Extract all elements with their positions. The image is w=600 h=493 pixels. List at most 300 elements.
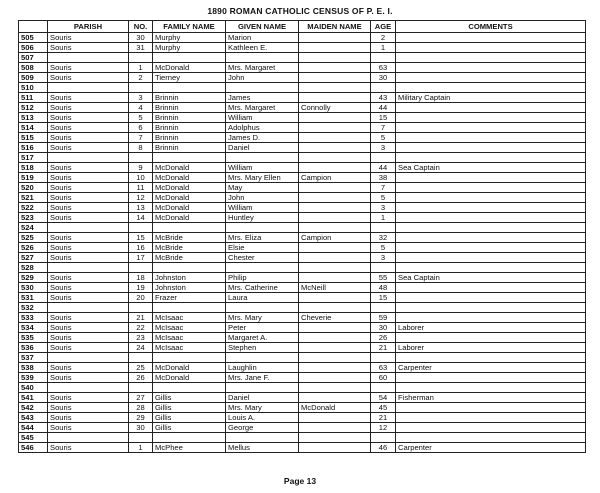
cell-parish: Souris xyxy=(48,443,129,453)
cell-maiden-name xyxy=(299,43,371,53)
cell-family-name: Gillis xyxy=(153,403,226,413)
cell-row-number: 518 xyxy=(19,163,48,173)
cell-comments xyxy=(396,313,586,323)
cell-family-name: Brinnin xyxy=(153,123,226,133)
cell-comments xyxy=(396,123,586,133)
cell-given-name: Marion xyxy=(226,33,299,43)
cell-family-name: Brinnin xyxy=(153,113,226,123)
cell-row-number: 539 xyxy=(19,373,48,383)
cell-age: 2 xyxy=(371,33,396,43)
cell-maiden-name xyxy=(299,293,371,303)
cell-row-number: 528 xyxy=(19,263,48,273)
cell-comments xyxy=(396,63,586,73)
cell-family-name: Brinnin xyxy=(153,93,226,103)
cell-comments xyxy=(396,143,586,153)
cell-maiden-name: Campion xyxy=(299,233,371,243)
table-row xyxy=(19,323,586,333)
cell-given-name: Margaret A. xyxy=(226,333,299,343)
cell-given-name xyxy=(226,153,299,163)
cell-given-name: Mrs. Eliza xyxy=(226,233,299,243)
cell-given-name: William xyxy=(226,203,299,213)
census-body xyxy=(19,33,586,453)
cell-maiden-name xyxy=(299,423,371,433)
cell-age: 45 xyxy=(371,403,396,413)
cell-family-name: McIsaac xyxy=(153,313,226,323)
cell-age xyxy=(371,433,396,443)
cell-given-name xyxy=(226,353,299,363)
cell-no: 15 xyxy=(129,233,153,243)
cell-given-name: Mrs. Mary xyxy=(226,403,299,413)
cell-maiden-name xyxy=(299,33,371,43)
cell-comments: Carpenter xyxy=(396,363,586,373)
table-row xyxy=(19,153,586,163)
cell-given-name: Laughlin xyxy=(226,363,299,373)
cell-family-name: McIsaac xyxy=(153,343,226,353)
cell-given-name: John xyxy=(226,73,299,83)
table-row xyxy=(19,343,586,353)
cell-maiden-name xyxy=(299,133,371,143)
cell-age: 46 xyxy=(371,443,396,453)
cell-no: 28 xyxy=(129,403,153,413)
cell-maiden-name xyxy=(299,183,371,193)
cell-row-number: 527 xyxy=(19,253,48,263)
cell-given-name: Stephen xyxy=(226,343,299,353)
cell-given-name: Daniel xyxy=(226,143,299,153)
cell-no: 20 xyxy=(129,293,153,303)
cell-comments xyxy=(396,183,586,193)
cell-family-name: McIsaac xyxy=(153,323,226,333)
cell-row-number: 521 xyxy=(19,193,48,203)
cell-maiden-name xyxy=(299,243,371,253)
cell-maiden-name xyxy=(299,223,371,233)
cell-parish: Souris xyxy=(48,213,129,223)
cell-comments xyxy=(396,383,586,393)
cell-given-name: Peter xyxy=(226,323,299,333)
header-row xyxy=(19,21,586,33)
cell-no xyxy=(129,433,153,443)
cell-parish: Souris xyxy=(48,183,129,193)
page-number: Page 13 xyxy=(283,476,317,486)
cell-given-name xyxy=(226,223,299,233)
cell-row-number: 507 xyxy=(19,53,48,63)
cell-maiden-name: Connolly xyxy=(299,103,371,113)
table-row xyxy=(19,33,586,43)
cell-no: 14 xyxy=(129,213,153,223)
cell-row-number: 515 xyxy=(19,133,48,143)
cell-age: 3 xyxy=(371,203,396,213)
cell-parish: Souris xyxy=(48,293,129,303)
cell-comments xyxy=(396,243,586,253)
cell-no: 2 xyxy=(129,73,153,83)
cell-no: 11 xyxy=(129,183,153,193)
cell-given-name: George xyxy=(226,423,299,433)
cell-given-name: Adolphus xyxy=(226,123,299,133)
cell-comments xyxy=(396,193,586,203)
table-row xyxy=(19,293,586,303)
cell-no: 8 xyxy=(129,143,153,153)
census-table xyxy=(18,20,586,453)
cell-comments xyxy=(396,233,586,243)
table-row xyxy=(19,373,586,383)
table-row xyxy=(19,393,586,403)
cell-parish: Souris xyxy=(48,363,129,373)
cell-no xyxy=(129,223,153,233)
cell-parish: Souris xyxy=(48,33,129,43)
cell-given-name: Kathleen E. xyxy=(226,43,299,53)
cell-family-name: Johnston xyxy=(153,273,226,283)
cell-parish xyxy=(48,263,129,273)
table-row xyxy=(19,103,586,113)
table-row xyxy=(19,93,586,103)
cell-maiden-name xyxy=(299,83,371,93)
cell-given-name: May xyxy=(226,183,299,193)
cell-row-number: 513 xyxy=(19,113,48,123)
cell-family-name: Gillis xyxy=(153,393,226,403)
cell-comments xyxy=(396,43,586,53)
cell-row-number: 523 xyxy=(19,213,48,223)
table-row xyxy=(19,443,586,453)
cell-row-number: 534 xyxy=(19,323,48,333)
cell-no: 30 xyxy=(129,423,153,433)
cell-age: 21 xyxy=(371,413,396,423)
cell-row-number: 532 xyxy=(19,303,48,313)
cell-parish: Souris xyxy=(48,233,129,243)
table-row xyxy=(19,283,586,293)
cell-no xyxy=(129,353,153,363)
cell-no: 12 xyxy=(129,193,153,203)
cell-family-name xyxy=(153,83,226,93)
cell-maiden-name xyxy=(299,393,371,403)
cell-no: 7 xyxy=(129,133,153,143)
cell-family-name: Murphy xyxy=(153,33,226,43)
cell-comments xyxy=(396,33,586,43)
table-row xyxy=(19,233,586,243)
table-row xyxy=(19,123,586,133)
cell-row-number: 530 xyxy=(19,283,48,293)
cell-given-name: Mrs. Margaret xyxy=(226,63,299,73)
cell-given-name: Louis A. xyxy=(226,413,299,423)
table-row xyxy=(19,313,586,323)
cell-maiden-name xyxy=(299,363,371,373)
cell-comments: Sea Captain xyxy=(396,163,586,173)
cell-age: 44 xyxy=(371,103,396,113)
cell-family-name: McDonald xyxy=(153,173,226,183)
cell-maiden-name xyxy=(299,343,371,353)
column-header-no: NO. xyxy=(129,21,153,33)
cell-row-number: 517 xyxy=(19,153,48,163)
cell-maiden-name xyxy=(299,53,371,63)
cell-given-name: William xyxy=(226,113,299,123)
table-row xyxy=(19,303,586,313)
cell-no: 31 xyxy=(129,43,153,53)
cell-comments: Military Captain xyxy=(396,93,586,103)
cell-given-name xyxy=(226,433,299,443)
cell-parish: Souris xyxy=(48,243,129,253)
cell-row-number: 522 xyxy=(19,203,48,213)
cell-maiden-name: McDonald xyxy=(299,403,371,413)
cell-family-name: McPhee xyxy=(153,443,226,453)
cell-row-number: 509 xyxy=(19,73,48,83)
cell-row-number: 544 xyxy=(19,423,48,433)
cell-row-number: 540 xyxy=(19,383,48,393)
cell-age: 48 xyxy=(371,283,396,293)
table-row xyxy=(19,223,586,233)
cell-given-name: Huntley xyxy=(226,213,299,223)
column-header-maiden-name: MAIDEN NAME xyxy=(299,21,371,33)
cell-age: 3 xyxy=(371,143,396,153)
cell-age: 12 xyxy=(371,423,396,433)
cell-given-name: Mrs. Catherine xyxy=(226,283,299,293)
cell-no: 13 xyxy=(129,203,153,213)
cell-comments: Sea Captain xyxy=(396,273,586,283)
cell-parish: Souris xyxy=(48,73,129,83)
cell-parish: Souris xyxy=(48,323,129,333)
cell-age xyxy=(371,263,396,273)
table-row xyxy=(19,43,586,53)
cell-comments xyxy=(396,403,586,413)
cell-parish xyxy=(48,303,129,313)
cell-no: 21 xyxy=(129,313,153,323)
cell-family-name xyxy=(153,353,226,363)
cell-family-name xyxy=(153,223,226,233)
cell-row-number: 511 xyxy=(19,93,48,103)
cell-no xyxy=(129,383,153,393)
cell-row-number: 531 xyxy=(19,293,48,303)
cell-parish: Souris xyxy=(48,403,129,413)
cell-parish xyxy=(48,83,129,93)
cell-row-number: 516 xyxy=(19,143,48,153)
cell-no: 18 xyxy=(129,273,153,283)
cell-maiden-name xyxy=(299,323,371,333)
cell-maiden-name xyxy=(299,303,371,313)
cell-comments xyxy=(396,253,586,263)
cell-parish: Souris xyxy=(48,123,129,133)
cell-given-name: Mrs. Margaret xyxy=(226,103,299,113)
cell-row-number: 537 xyxy=(19,353,48,363)
cell-given-name: Mellus xyxy=(226,443,299,453)
cell-given-name: William xyxy=(226,163,299,173)
cell-age: 26 xyxy=(371,333,396,343)
cell-no: 26 xyxy=(129,373,153,383)
cell-comments xyxy=(396,113,586,123)
cell-age: 43 xyxy=(371,93,396,103)
table-row xyxy=(19,243,586,253)
cell-no: 10 xyxy=(129,173,153,183)
table-row xyxy=(19,403,586,413)
cell-no: 23 xyxy=(129,333,153,343)
cell-age xyxy=(371,53,396,63)
cell-family-name: McDonald xyxy=(153,213,226,223)
cell-parish: Souris xyxy=(48,163,129,173)
column-header-age: AGE xyxy=(371,21,396,33)
cell-row-number: 526 xyxy=(19,243,48,253)
cell-parish: Souris xyxy=(48,413,129,423)
cell-row-number: 514 xyxy=(19,123,48,133)
cell-maiden-name xyxy=(299,213,371,223)
cell-row-number: 520 xyxy=(19,183,48,193)
cell-given-name xyxy=(226,303,299,313)
cell-maiden-name xyxy=(299,273,371,283)
table-row xyxy=(19,163,586,173)
cell-row-number: 536 xyxy=(19,343,48,353)
cell-comments xyxy=(396,373,586,383)
cell-parish: Souris xyxy=(48,393,129,403)
cell-age: 30 xyxy=(371,73,396,83)
cell-family-name: McDonald xyxy=(153,183,226,193)
cell-parish: Souris xyxy=(48,93,129,103)
cell-family-name: McDonald xyxy=(153,163,226,173)
cell-given-name: Chester xyxy=(226,253,299,263)
cell-maiden-name xyxy=(299,93,371,103)
cell-no: 30 xyxy=(129,33,153,43)
cell-age xyxy=(371,353,396,363)
cell-maiden-name xyxy=(299,113,371,123)
cell-family-name: Gillis xyxy=(153,423,226,433)
cell-comments xyxy=(396,413,586,423)
cell-no: 22 xyxy=(129,323,153,333)
cell-family-name: McDonald xyxy=(153,193,226,203)
cell-maiden-name xyxy=(299,153,371,163)
cell-family-name xyxy=(153,153,226,163)
cell-parish: Souris xyxy=(48,43,129,53)
table-row xyxy=(19,63,586,73)
table-row xyxy=(19,363,586,373)
cell-parish xyxy=(48,433,129,443)
cell-age: 7 xyxy=(371,183,396,193)
cell-age: 5 xyxy=(371,193,396,203)
page-title: 1890 ROMAN CATHOLIC CENSUS OF P. E. I. xyxy=(207,6,393,16)
cell-parish: Souris xyxy=(48,313,129,323)
cell-family-name: McDonald xyxy=(153,203,226,213)
cell-given-name xyxy=(226,263,299,273)
cell-given-name: Mrs. Jane F. xyxy=(226,373,299,383)
cell-maiden-name xyxy=(299,253,371,263)
cell-comments: Laborer xyxy=(396,323,586,333)
cell-comments xyxy=(396,203,586,213)
table-row xyxy=(19,423,586,433)
cell-maiden-name xyxy=(299,333,371,343)
table-row xyxy=(19,53,586,63)
cell-comments xyxy=(396,293,586,303)
cell-parish: Souris xyxy=(48,203,129,213)
table-row xyxy=(19,203,586,213)
cell-given-name xyxy=(226,383,299,393)
cell-no xyxy=(129,153,153,163)
cell-parish: Souris xyxy=(48,143,129,153)
table-row xyxy=(19,413,586,423)
cell-family-name: McBride xyxy=(153,243,226,253)
cell-comments xyxy=(396,133,586,143)
cell-parish: Souris xyxy=(48,63,129,73)
cell-age: 63 xyxy=(371,363,396,373)
cell-age: 1 xyxy=(371,213,396,223)
cell-family-name: Tierney xyxy=(153,73,226,83)
cell-given-name: Daniel xyxy=(226,393,299,403)
cell-family-name xyxy=(153,383,226,393)
table-row xyxy=(19,213,586,223)
table-row xyxy=(19,73,586,83)
cell-given-name: Elsie xyxy=(226,243,299,253)
cell-comments xyxy=(396,73,586,83)
cell-comments xyxy=(396,303,586,313)
cell-given-name xyxy=(226,83,299,93)
cell-row-number: 542 xyxy=(19,403,48,413)
cell-age xyxy=(371,303,396,313)
cell-parish: Souris xyxy=(48,193,129,203)
cell-no: 25 xyxy=(129,363,153,373)
cell-no xyxy=(129,53,153,63)
cell-row-number: 533 xyxy=(19,313,48,323)
cell-row-number: 524 xyxy=(19,223,48,233)
cell-parish xyxy=(48,383,129,393)
cell-family-name: Brinnin xyxy=(153,133,226,143)
cell-comments xyxy=(396,333,586,343)
cell-no: 29 xyxy=(129,413,153,423)
cell-row-number: 506 xyxy=(19,43,48,53)
cell-row-number: 535 xyxy=(19,333,48,343)
cell-age: 15 xyxy=(371,113,396,123)
cell-family-name: McIsaac xyxy=(153,333,226,343)
cell-maiden-name xyxy=(299,63,371,73)
cell-no: 5 xyxy=(129,113,153,123)
cell-row-number: 510 xyxy=(19,83,48,93)
cell-row-number: 543 xyxy=(19,413,48,423)
cell-family-name xyxy=(153,303,226,313)
cell-age: 21 xyxy=(371,343,396,353)
cell-parish xyxy=(48,53,129,63)
cell-parish: Souris xyxy=(48,133,129,143)
cell-given-name: John xyxy=(226,193,299,203)
cell-maiden-name xyxy=(299,263,371,273)
cell-family-name: McDonald xyxy=(153,63,226,73)
cell-maiden-name: McNeill xyxy=(299,283,371,293)
cell-row-number: 529 xyxy=(19,273,48,283)
cell-maiden-name: Campion xyxy=(299,173,371,183)
cell-age: 55 xyxy=(371,273,396,283)
cell-parish: Souris xyxy=(48,113,129,123)
cell-no: 16 xyxy=(129,243,153,253)
cell-family-name: Frazer xyxy=(153,293,226,303)
cell-no: 1 xyxy=(129,443,153,453)
cell-family-name xyxy=(153,263,226,273)
cell-given-name: Laura xyxy=(226,293,299,303)
cell-comments xyxy=(396,173,586,183)
cell-age: 54 xyxy=(371,393,396,403)
cell-age: 60 xyxy=(371,373,396,383)
cell-no: 3 xyxy=(129,93,153,103)
cell-maiden-name: Cheverie xyxy=(299,313,371,323)
cell-parish: Souris xyxy=(48,253,129,263)
cell-no: 6 xyxy=(129,123,153,133)
table-row xyxy=(19,173,586,183)
cell-maiden-name xyxy=(299,443,371,453)
cell-comments xyxy=(396,433,586,443)
cell-maiden-name xyxy=(299,383,371,393)
cell-family-name: Murphy xyxy=(153,43,226,53)
table-row xyxy=(19,183,586,193)
table-row xyxy=(19,353,586,363)
cell-age: 63 xyxy=(371,63,396,73)
cell-age: 38 xyxy=(371,173,396,183)
cell-comments xyxy=(396,223,586,233)
cell-parish: Souris xyxy=(48,283,129,293)
cell-given-name: James D. xyxy=(226,133,299,143)
cell-row-number: 508 xyxy=(19,63,48,73)
cell-comments: Fisherman xyxy=(396,393,586,403)
cell-row-number: 525 xyxy=(19,233,48,243)
cell-family-name xyxy=(153,433,226,443)
cell-age: 44 xyxy=(371,163,396,173)
